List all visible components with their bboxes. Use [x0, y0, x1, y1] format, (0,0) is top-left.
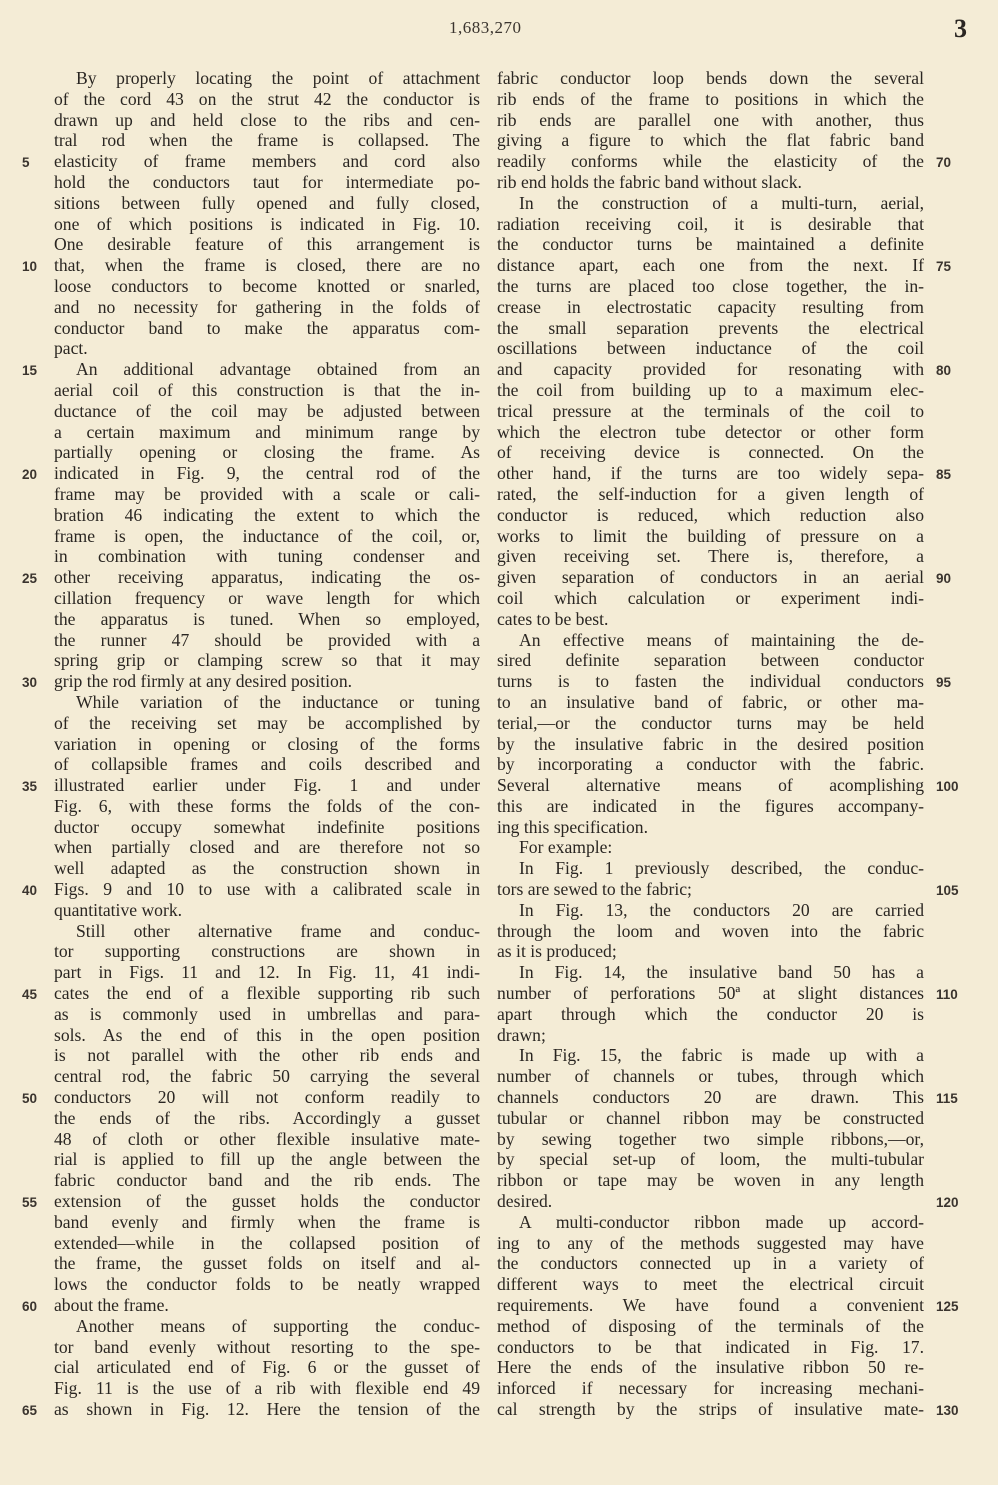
text-line: Fig. 11 is the use of a rib with flexible end 49 — [54, 1378, 480, 1399]
margin-line-number: 120 — [936, 1195, 959, 1211]
margin-line-number: 55 — [22, 1195, 38, 1211]
text-line: of collapsible frames and coils described and — [54, 754, 480, 775]
text-line: when partially closed and are therefore not so — [54, 837, 480, 858]
text-line: drawn up and held close to the ribs and cen- — [54, 109, 480, 130]
text-line: number of channels or tubes, through which — [497, 1066, 924, 1087]
text-line: different ways to meet the electrical circuit — [497, 1274, 924, 1295]
text-line: rated, the self-induction for a given length of — [497, 483, 924, 504]
text-line: one of which positions is indicated in Fig. 10. — [54, 213, 480, 234]
text-line: extended—while in the collapsed position of — [54, 1232, 480, 1253]
text-line: cal strength by the strips of insulative mate- — [497, 1399, 924, 1419]
text-line: grip the rod firmly at any desired position. — [54, 671, 353, 692]
text-line: central rod, the fabric 50 carrying the several — [54, 1066, 480, 1087]
text-line: desired. — [497, 1191, 553, 1212]
text-line: is not parallel with the other rib ends and — [54, 1045, 480, 1066]
text-line: crease in electrostatic capacity resulting from — [497, 296, 924, 317]
text-line: bration 46 indicating the extent to which the — [54, 504, 480, 525]
text-line: by special set-up of loom, the multi-tubular — [497, 1149, 924, 1170]
margin-line-number: 30 — [22, 675, 38, 691]
page-number: 3 — [954, 14, 967, 43]
text-line: terial,—or the conductor turns may be held — [497, 712, 924, 733]
text-line: One desirable feature of this arrangement is — [54, 234, 480, 255]
text-line: Several alternative means of acomplishing — [497, 775, 924, 796]
text-line: elasticity of frame members and cord also — [54, 151, 480, 172]
margin-line-number: 90 — [936, 571, 952, 587]
text-line: radiation receiving coil, it is desirable that — [497, 213, 924, 234]
text-line: An effective means of maintaining the de- — [519, 629, 924, 650]
text-line: by incorporating a conductor with the fabric. — [497, 754, 924, 775]
text-line: that, when the frame is closed, there are no — [54, 255, 480, 276]
right-text-column — [497, 68, 924, 1420]
text-line: giving a figure to which the flat fabric band — [497, 130, 924, 151]
text-line: ing to any of the methods suggested may have — [497, 1232, 924, 1253]
text-line: method of disposing of the terminals of the — [497, 1315, 924, 1336]
text-line: the apparatus is tuned. When so employed, — [54, 608, 480, 629]
text-line: aerial coil of this construction is that the in- — [54, 379, 480, 400]
text-line: frame is open, the inductance of the coil, or, — [54, 525, 480, 546]
text-line: fabric conductor band and the rib ends. The — [54, 1170, 480, 1191]
margin-line-number: 10 — [22, 259, 38, 275]
text-line: tor band evenly without resorting to the spe- — [54, 1336, 480, 1357]
text-line: For example: — [519, 837, 613, 858]
text-line: conductor band to make the apparatus com- — [54, 317, 480, 338]
margin-line-number: 85 — [936, 467, 952, 483]
text-line: Still other alternative frame and conduc- — [76, 920, 480, 941]
text-line: frame may be provided with a scale or cali- — [54, 483, 480, 504]
text-line: fabric conductor loop bends down the several — [497, 68, 924, 88]
text-line: a certain maximum and minimum range by — [54, 421, 480, 442]
text-line: of receiving device is connected. On the — [497, 442, 924, 463]
margin-line-number: 5 — [22, 155, 30, 171]
margin-line-number: 75 — [936, 259, 952, 275]
text-line: of the cord 43 on the strut 42 the conductor is — [54, 88, 480, 109]
text-line: inforced if necessary for increasing mechani- — [497, 1378, 924, 1399]
margin-line-number: 130 — [936, 1403, 959, 1419]
text-line: the ends of the ribs. Accordingly a gusset — [54, 1107, 480, 1128]
margin-line-number: 25 — [22, 571, 38, 587]
text-line: in combination with tuning condenser and — [54, 546, 480, 567]
text-line: given separation of conductors in an aerial — [497, 567, 924, 588]
text-line: tral rod when the frame is collapsed. The — [54, 130, 480, 151]
text-line: as shown in Fig. 12. Here the tension of the — [54, 1399, 480, 1419]
text-line: the coil from building up to a maximum elec- — [497, 379, 924, 400]
margin-line-number: 60 — [22, 1299, 38, 1315]
text-line: apart through which the conductor 20 is — [497, 1003, 924, 1024]
text-line: channels conductors 20 are drawn. This — [497, 1087, 924, 1108]
text-line: part in Figs. 11 and 12. In Fig. 11, 41 indi- — [54, 962, 480, 983]
text-line: illustrated earlier under Fig. 1 and under — [54, 775, 480, 796]
text-line: through the loom and woven into the fabric — [497, 920, 924, 941]
text-line: In Fig. 13, the conductors 20 are carried — [519, 899, 924, 920]
text-line: well adapted as the construction shown in — [54, 858, 480, 879]
text-line: rial is applied to fill up the angle between the — [54, 1149, 480, 1170]
text-line: band evenly and firmly when the frame is — [54, 1211, 480, 1232]
text-line: In the construction of a multi-turn, aerial, — [519, 192, 924, 213]
text-line: turns is to fasten the individual conductors — [497, 671, 924, 692]
text-line: variation in opening or closing of the forms — [54, 733, 480, 754]
left-text-column — [54, 68, 480, 1420]
text-line: coil which calculation or experiment indi- — [497, 587, 924, 608]
text-line: extension of the gusset holds the conductor — [54, 1191, 480, 1212]
text-line: oscillations between inductance of the coil — [497, 338, 924, 359]
text-line: pact. — [54, 338, 88, 359]
text-line: the turns are placed too close together, the in- — [497, 275, 924, 296]
text-line: tor supporting constructions are shown in — [54, 941, 480, 962]
text-line: other receiving apparatus, indicating the os- — [54, 567, 480, 588]
text-line: loose conductors to become knotted or snarled, — [54, 275, 480, 296]
text-line: to an insulative band of fabric, or other ma- — [497, 691, 924, 712]
text-line: rib ends are parallel one with another, thus — [497, 109, 924, 130]
patent-number: 1,683,270 — [449, 18, 522, 37]
text-line: ing this specification. — [497, 816, 648, 837]
text-line: tubular or channel ribbon may be constructed — [497, 1107, 924, 1128]
text-line: Fig. 6, with these forms the folds of the con- — [54, 795, 480, 816]
text-line: distance apart, each one from the next. If — [497, 255, 924, 276]
text-line: cates to be best. — [497, 608, 609, 629]
text-line: which the electron tube detector or other form — [497, 421, 924, 442]
margin-line-number: 40 — [22, 883, 38, 899]
text-line: and no necessity for gathering in the folds of — [54, 296, 480, 317]
text-line: sols. As the end of this in the open position — [54, 1024, 480, 1045]
text-line: hold the conductors taut for intermediate po- — [54, 171, 480, 192]
margin-line-number: 35 — [22, 779, 38, 795]
text-line: cial articulated end of Fig. 6 or the gusset of — [54, 1357, 480, 1378]
text-line: In Fig. 14, the insulative band 50 has a — [519, 962, 924, 983]
text-line: quantitative work. — [54, 899, 183, 920]
text-line: by the insulative fabric in the desired position — [497, 733, 924, 754]
text-line: the conductors connected up in a variety of — [497, 1253, 924, 1274]
text-line: conductors to be that indicated in Fig. 17. — [497, 1336, 924, 1357]
text-line: the small separation prevents the electrical — [497, 317, 924, 338]
margin-line-number: 110 — [936, 987, 958, 1003]
text-line: works to limit the building of pressure on a — [497, 525, 924, 546]
text-line: cates the end of a flexible supporting rib such — [54, 983, 480, 1004]
text-line: given receiving set. There is, therefore, a — [497, 546, 924, 567]
text-line: ductor occupy somewhat indefinite positions — [54, 816, 480, 837]
text-line: sired definite separation between conductor — [497, 650, 924, 671]
text-line: By properly locating the point of attachment — [76, 68, 480, 88]
margin-line-number: 115 — [936, 1091, 958, 1107]
text-line: the runner 47 should be provided with a — [54, 629, 480, 650]
text-line: Another means of supporting the conduc- — [76, 1315, 480, 1336]
text-line: by sewing together two simple ribbons,—or, — [497, 1128, 924, 1149]
margin-line-number: 95 — [936, 675, 952, 691]
text-line: requirements. We have found a convenient — [497, 1295, 924, 1316]
text-line: trical pressure at the terminals of the coil to — [497, 400, 924, 421]
text-line: In Fig. 1 previously described, the conduc- — [519, 858, 924, 879]
text-line: partially opening or closing the frame. As — [54, 442, 480, 463]
text-line: rib end holds the fabric band without slack. — [497, 171, 802, 192]
margin-line-number: 125 — [936, 1299, 959, 1315]
margin-line-number: 105 — [936, 883, 959, 899]
text-line: Figs. 9 and 10 to use with a calibrated scale in — [54, 879, 480, 900]
text-line: other hand, if the turns are too widely sepa- — [497, 463, 924, 484]
text-line: about the frame. — [54, 1295, 169, 1316]
text-line: rib ends of the frame to positions in which the — [497, 88, 924, 109]
margin-line-number: 15 — [22, 363, 38, 379]
text-line: and capacity provided for resonating with — [497, 359, 924, 380]
text-line: cillation frequency or wave length for which — [54, 587, 480, 608]
text-line: number of perforations 50ª at slight distances — [497, 983, 924, 1004]
text-line: 48 of cloth or other flexible insulative mate- — [54, 1128, 480, 1149]
margin-line-number: 80 — [936, 363, 952, 379]
text-line: sitions between fully opened and fully closed, — [54, 192, 480, 213]
text-line: spring grip or clamping screw so that it may — [54, 650, 480, 671]
margin-line-number: 50 — [22, 1091, 38, 1107]
text-line: While variation of the inductance or tuning — [76, 691, 480, 712]
text-line: this are indicated in the figures accompany- — [497, 795, 924, 816]
text-line: readily conforms while the elasticity of the — [497, 151, 924, 172]
text-line: the conductor turns be maintained a definite — [497, 234, 924, 255]
text-line: as is commonly used in umbrellas and para- — [54, 1003, 480, 1024]
margin-line-number: 100 — [936, 779, 959, 795]
margin-line-number: 70 — [936, 155, 952, 171]
text-line: In Fig. 15, the fabric is made up with a — [519, 1045, 924, 1066]
text-line: A multi-conductor ribbon made up accord- — [519, 1211, 924, 1232]
text-line: indicated in Fig. 9, the central rod of the — [54, 463, 480, 484]
margin-line-number: 45 — [22, 987, 38, 1003]
text-line: tors are sewed to the fabric; — [497, 879, 692, 900]
text-line: of the receiving set may be accomplished by — [54, 712, 480, 733]
text-line: ribbon or tape may be woven in any length — [497, 1170, 924, 1191]
margin-line-number: 65 — [22, 1403, 38, 1419]
text-line: drawn; — [497, 1024, 546, 1045]
text-line: Here the ends of the insulative ribbon 50 re- — [497, 1357, 924, 1378]
text-line: conductor is reduced, which reduction also — [497, 504, 924, 525]
text-line: lows the conductor folds to be neatly wrapped — [54, 1274, 480, 1295]
text-line: as it is produced; — [497, 941, 617, 962]
text-line: conductors 20 will not conform readily to — [54, 1087, 480, 1108]
text-line: the frame, the gusset folds on itself and al- — [54, 1253, 480, 1274]
text-line: ductance of the coil may be adjusted between — [54, 400, 480, 421]
text-line: An additional advantage obtained from an — [76, 359, 480, 380]
margin-line-number: 20 — [22, 467, 38, 483]
